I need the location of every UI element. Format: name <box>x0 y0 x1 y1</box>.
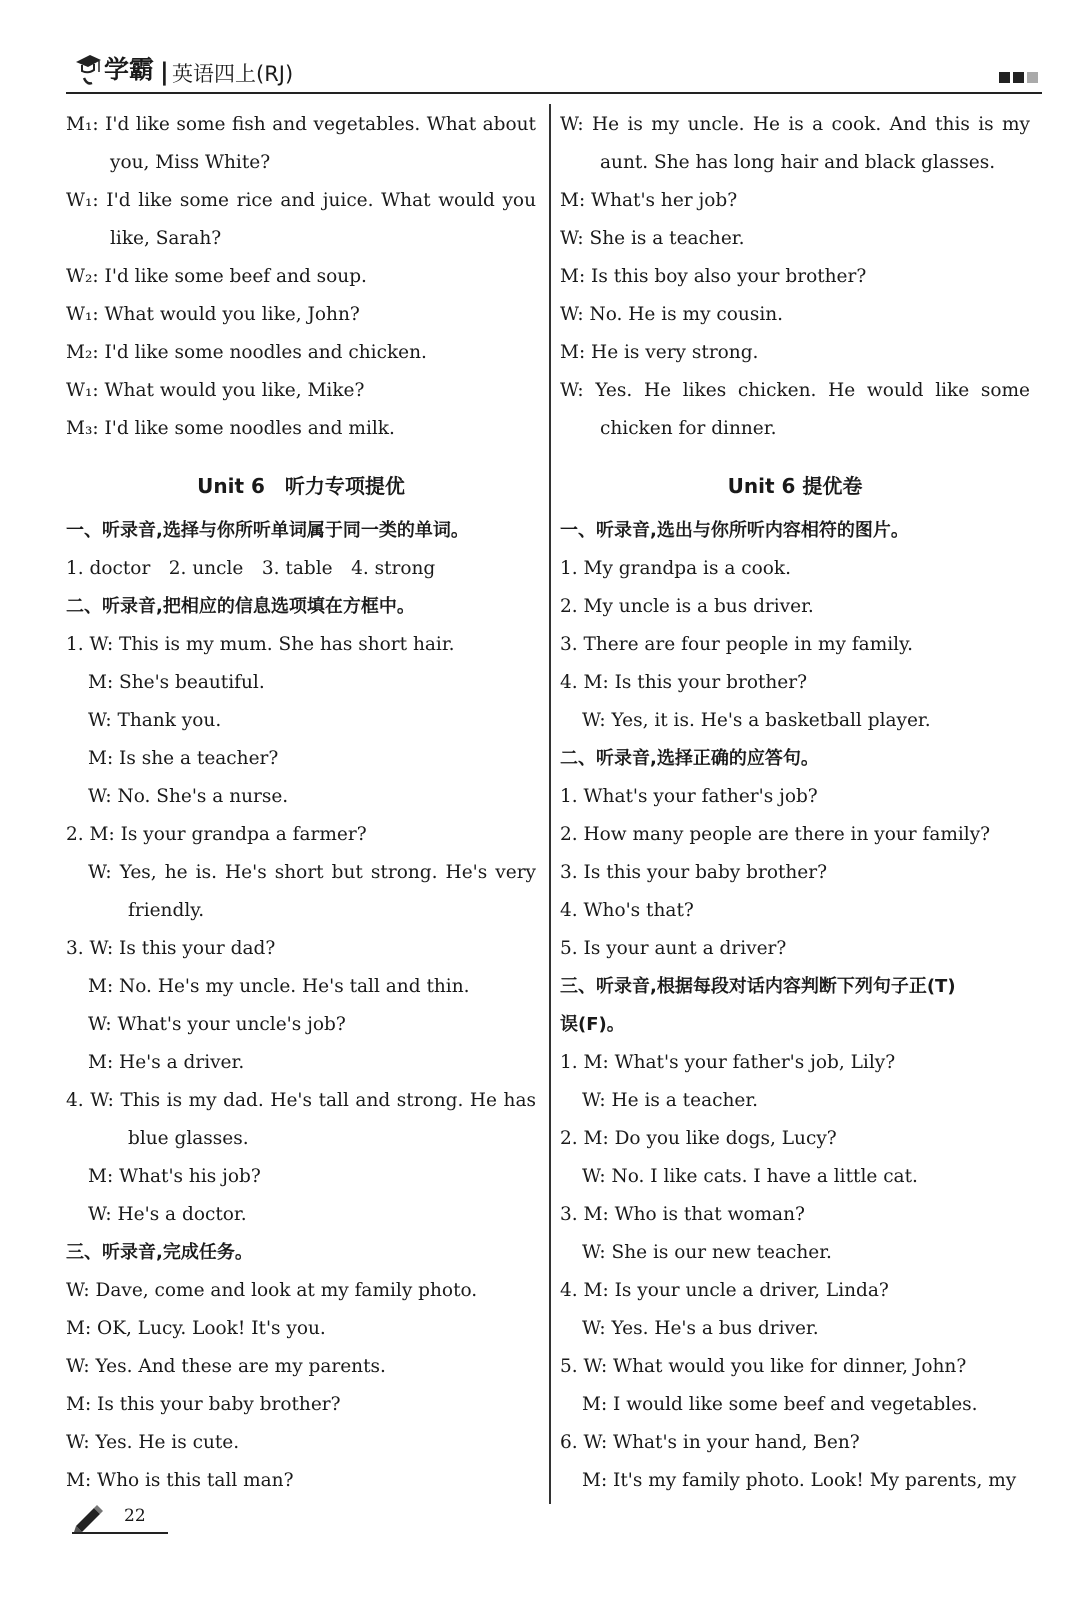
dialogue-line: M₃: I'd like some noodles and milk. <box>66 418 395 439</box>
dialogue-line: W₂: I'd like some beef and soup. <box>66 266 367 287</box>
dialogue-line: W: No. She's a nurse. <box>88 786 289 807</box>
dialogue-line: W₁: I'd like some rice and juice. What would you <box>66 190 536 211</box>
dialogue-line: W: She is our new teacher. <box>582 1242 832 1263</box>
dialogue-line: blue glasses. <box>128 1128 249 1149</box>
unit-title: Unit 6 听力专项提优 <box>197 474 405 498</box>
dialogue-line: chicken for dinner. <box>600 418 777 439</box>
page-header <box>66 56 1042 94</box>
dialogue-line: M: She's beautiful. <box>88 672 265 693</box>
dialogue-line: 5. W: What would you like for dinner, John? <box>560 1356 967 1377</box>
section-heading: 一、听录音,选择与你所听单词属于同一类的单词。 <box>66 520 469 541</box>
dialogue-line: M: Who is this tall man? <box>66 1470 294 1491</box>
dialogue-line: M: Is she a teacher? <box>88 748 279 769</box>
pencil-icon <box>72 1504 106 1532</box>
dialogue-line: M: Is this your baby brother? <box>66 1394 341 1415</box>
section-heading: 二、听录音,选择正确的应答句。 <box>560 748 819 769</box>
dialogue-line: M: It's my family photo. Look! My parents, my <box>582 1470 1017 1491</box>
dialogue-line: W: No. He is my cousin. <box>560 304 784 325</box>
dialogue-line: M: I would like some beef and vegetables. <box>582 1394 978 1415</box>
sentence-line: 3. There are four people in my family. <box>560 634 913 655</box>
brand-separator: | <box>160 58 169 86</box>
dialogue-line: like, Sarah? <box>110 228 222 249</box>
dialogue-line: M: He's a driver. <box>88 1052 245 1073</box>
dialogue-line: M₂: I'd like some noodles and chicken. <box>66 342 427 363</box>
dialogue-line: W: Yes. He's a bus driver. <box>582 1318 819 1339</box>
header-squares-icon <box>999 72 1038 83</box>
unit-title: Unit 6 提优卷 <box>727 474 863 498</box>
left-column <box>66 106 536 1500</box>
page-footer <box>72 1502 168 1534</box>
column-divider <box>549 104 551 1504</box>
dialogue-line: aunt. She has long hair and black glasses. <box>600 152 996 173</box>
dialogue-line: 2. M: Is your grandpa a farmer? <box>66 824 367 845</box>
sentence-line: 2. My uncle is a bus driver. <box>560 596 814 617</box>
dialogue-line: W: He is a teacher. <box>582 1090 759 1111</box>
dialogue-line: W: Yes. He is cute. <box>66 1432 240 1453</box>
dialogue-line: 1. W: This is my mum. She has short hair. <box>66 634 455 655</box>
dialogue-line: W: Thank you. <box>88 710 222 731</box>
dialogue-line: W: No. I like cats. I have a little cat. <box>582 1166 918 1187</box>
dialogue-line: M: OK, Lucy. Look! It's you. <box>66 1318 326 1339</box>
dialogue-line: M: What's his job? <box>88 1166 261 1187</box>
section-heading-continued: 误(F)。 <box>560 1014 625 1035</box>
section-heading: 三、听录音,完成任务。 <box>66 1242 253 1263</box>
dialogue-line: you, Miss White? <box>110 152 271 173</box>
dialogue-line: M: He is very strong. <box>560 342 759 363</box>
book-title: 英语四上(RJ) <box>172 62 294 86</box>
section-heading: 三、听录音,根据每段对话内容判断下列句子正(T) <box>560 976 956 997</box>
dialogue-line: 3. W: Is this your dad? <box>66 938 276 959</box>
dialogue-line: 6. W: What's in your hand, Ben? <box>560 1432 860 1453</box>
page-number: 22 <box>124 1506 146 1526</box>
dialogue-line: M: Is this boy also your brother? <box>560 266 867 287</box>
section-heading: 一、听录音,选出与你所听内容相符的图片。 <box>560 520 909 541</box>
dialogue-line: M: No. He's my uncle. He's tall and thin. <box>88 976 470 997</box>
sentence-line: 3. Is this your baby brother? <box>560 862 828 883</box>
dialogue-line: W: Dave, come and look at my family photo. <box>66 1280 478 1301</box>
brand-name: 学霸 <box>104 55 155 84</box>
dialogue-line: W: He's a doctor. <box>88 1204 247 1225</box>
dialogue-line: W₁: What would you like, Mike? <box>66 380 365 401</box>
dialogue-line: W: Yes. He likes chicken. He would like some <box>560 380 1030 401</box>
sentence-line: 1. My grandpa is a cook. <box>560 558 791 579</box>
dialogue-line: M: What's her job? <box>560 190 738 211</box>
dialogue-line: W: What's your uncle's job? <box>88 1014 346 1035</box>
graduation-cap-icon <box>74 52 102 86</box>
dialogue-line: 1. M: What's your father's job, Lily? <box>560 1052 896 1073</box>
dialogue-line: 4. W: This is my dad. He's tall and strong. He has <box>66 1090 536 1111</box>
sentence-line: 2. How many people are there in your family? <box>560 824 991 845</box>
dialogue-line: W: She is a teacher. <box>560 228 745 249</box>
dialogue-line: 3. M: Who is that woman? <box>560 1204 805 1225</box>
dialogue-line: friendly. <box>128 900 205 921</box>
dialogue-line: 4. M: Is this your brother? <box>560 672 808 693</box>
sentence-line: 4. Who's that? <box>560 900 694 921</box>
word-list: 1. doctor 2. uncle 3. table 4. strong <box>66 558 436 579</box>
dialogue-line: M₁: I'd like some fish and vegetables. What about <box>66 114 536 135</box>
dialogue-line: W₁: What would you like, John? <box>66 304 360 325</box>
dialogue-line: W: Yes, it is. He's a basketball player. <box>582 710 931 731</box>
sentence-line: 5. Is your aunt a driver? <box>560 938 787 959</box>
right-column <box>560 106 1030 1500</box>
section-heading: 二、听录音,把相应的信息选项填在方框中。 <box>66 596 415 617</box>
dialogue-line: W: Yes, he is. He's short but strong. He's very <box>88 862 536 883</box>
dialogue-line: W: He is my uncle. He is a cook. And this is my <box>560 114 1030 135</box>
dialogue-line: 4. M: Is your uncle a driver, Linda? <box>560 1280 889 1301</box>
brand-logo <box>74 50 169 86</box>
dialogue-line: W: Yes. And these are my parents. <box>66 1356 386 1377</box>
sentence-line: 1. What's your father's job? <box>560 786 818 807</box>
dialogue-line: 2. M: Do you like dogs, Lucy? <box>560 1128 837 1149</box>
